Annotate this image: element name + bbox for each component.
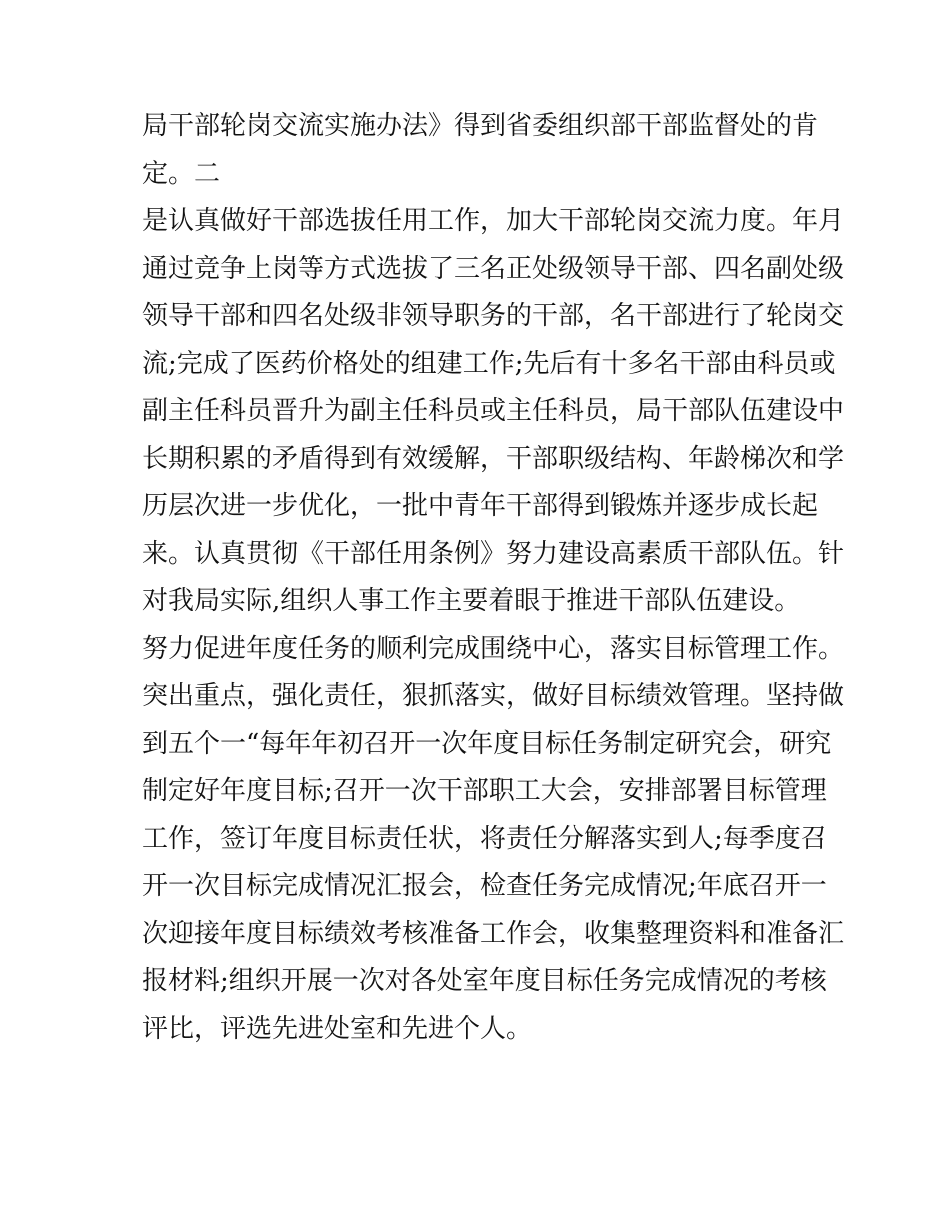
text-line: 通过竞争上岗等方式选拔了三名正处级领导干部、四名副处级 <box>142 253 845 284</box>
text-line: 定。二 <box>142 158 221 189</box>
text-line: 来。认真贯彻《干部任用条例》努力建设高素质干部队伍。针 <box>142 538 845 569</box>
text-line: 次迎接年度目标绩效考核准备工作会，收集整理资料和准备汇 <box>142 918 845 949</box>
text-line: 副主任科员晋升为副主任科员或主任科员，局干部队伍建设中 <box>142 396 845 426</box>
text-line: 工作，签订年度目标责任状，将责任分解落实到人;每季度召 <box>142 823 827 854</box>
text-line: 流;完成了医药价格处的组建工作;先后有十多名干部由科员或 <box>142 348 836 379</box>
text-line: 是认真做好干部选拔任用工作，加大干部轮岗交流力度。年月 <box>142 206 845 236</box>
text-line: 到五个一“每年年初召开一次年度目标任务制定研究会，研究 <box>142 728 832 759</box>
text-line: 努力促进年度任务的顺利完成围绕中心，落实目标管理工作。 <box>142 633 845 664</box>
text-line: 报材料;组织开展一次对各处室年度目标任务完成情况的考核 <box>142 966 827 996</box>
text-line: 对我局实际,组织人事工作主要着眼于推进干部队伍建设。 <box>142 586 801 616</box>
text-line: 长期积累的矛盾得到有效缓解，干部职级结构、年龄梯次和学 <box>142 443 845 474</box>
text-line: 局干部轮岗交流实施办法》得到省委组织部干部监督处的肯 <box>142 111 819 141</box>
text-line: 突出重点，强化责任，狠抓落实，做好目标绩效管理。坚持做 <box>142 681 845 711</box>
text-line: 评比，评选先进处室和先进个人。 <box>142 1013 533 1044</box>
text-line: 领导干部和四名处级非领导职务的干部，名干部进行了轮岗交 <box>142 301 845 331</box>
text-line: 历层次进一步优化，一批中青年干部得到锻炼并逐步成长起 <box>142 491 819 521</box>
body-text <box>142 103 845 1053</box>
text-line: 制定好年度目标;召开一次干部职工大会，安排部署目标管理 <box>142 776 827 806</box>
text-line: 开一次目标完成情况汇报会，检查任务完成情况;年底召开一 <box>142 871 827 901</box>
